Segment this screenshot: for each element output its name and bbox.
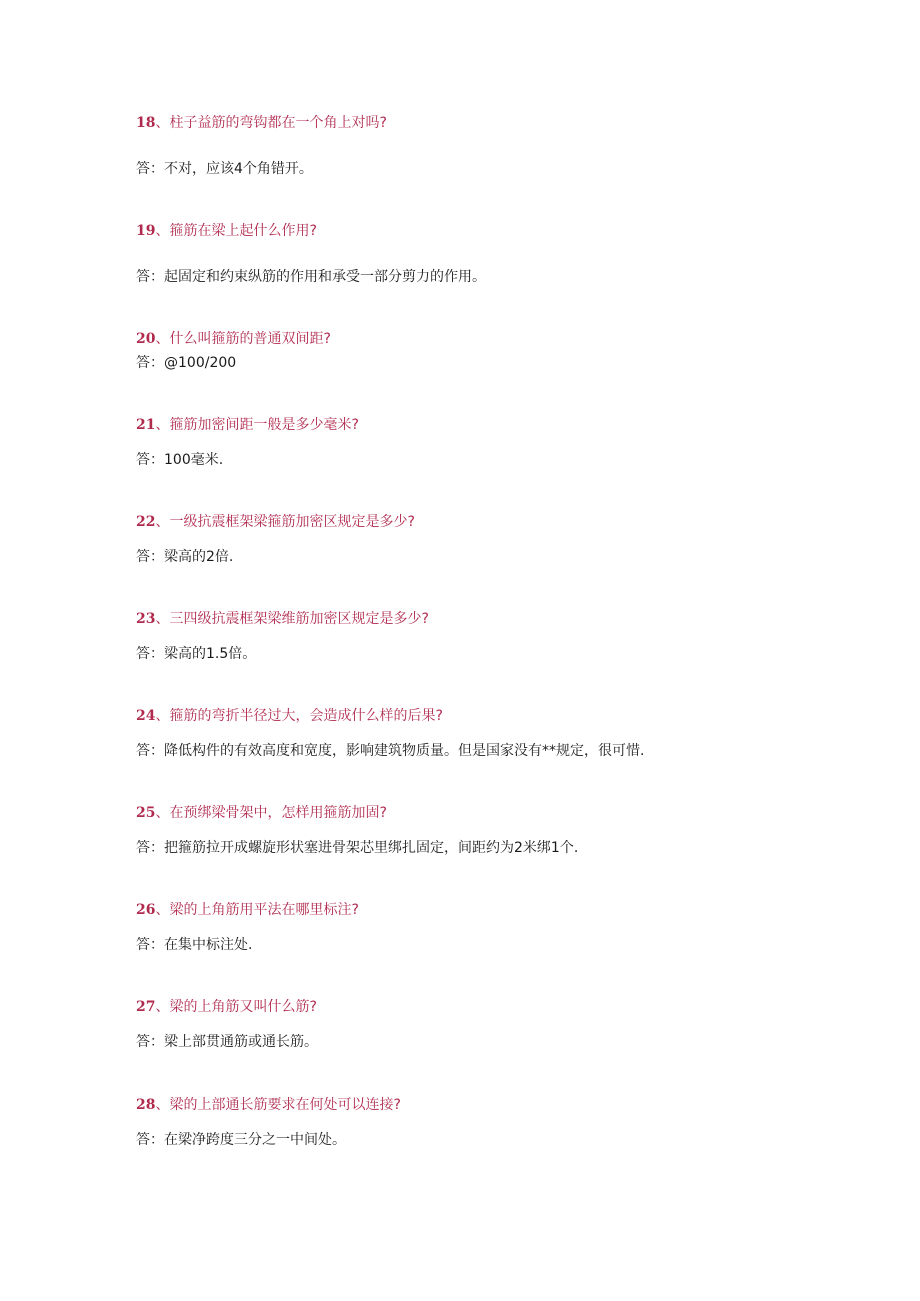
answer-23: 答：梁高的1.5倍。 [136,646,257,662]
answer-24: 答：降低构件的有效高度和宽度，影响建筑物质量。但是国家没有**规定，很可惜. [136,743,645,759]
question-number: 27 [136,999,156,1015]
question-text: 、三四级抗震框架梁维筋加密区规定是多少? [155,611,429,627]
question-text: 、柱子益筋的弯钩都在一个角上对吗? [155,115,387,131]
question-number: 20 [136,331,156,347]
answer-19: 答：起固定和约束纵筋的作用和承受一部分剪力的作用。 [136,269,486,285]
question-number: 22 [136,514,156,530]
question-text: 、在预绑梁骨架中，怎样用箍筋加固? [155,805,387,821]
question-number: 21 [136,417,156,433]
answer-20: 答：@100/200 [136,355,237,371]
question-text: 、梁的上角筋用平法在哪里标注? [155,902,359,918]
question-19 [136,222,317,240]
question-21 [136,416,359,434]
answer-27: 答：梁上部贯通筋或通长筋。 [136,1034,318,1050]
question-27 [136,998,317,1016]
question-number: 26 [136,902,156,918]
question-text: 、箍筋在梁上起什么作用? [155,223,317,239]
question-20 [136,330,331,348]
question-25 [136,804,387,822]
question-22 [136,513,415,531]
question-text: 、梁的上角筋又叫什么筋? [155,999,317,1015]
question-26 [136,901,359,919]
answer-21: 答：100毫米. [136,452,224,468]
question-text: 、什么叫箍筋的普通双间距? [155,331,331,347]
answer-22: 答：梁高的2倍. [136,549,234,565]
question-number: 23 [136,611,156,627]
question-text: 、梁的上部通长筋要求在何处可以连接? [155,1097,401,1113]
answer-18: 答：不对，应该4个角错开。 [136,161,313,177]
question-number: 18 [136,115,156,131]
question-number: 25 [136,805,156,821]
question-text: 、箍筋的弯折半径过大，会造成什么样的后果? [155,708,443,724]
question-text: 、一级抗震框架梁箍筋加密区规定是多少? [155,514,415,530]
question-number: 19 [136,223,156,239]
question-23 [136,610,429,628]
question-text: 、箍筋加密间距一般是多少毫米? [155,417,359,433]
question-number: 28 [136,1097,156,1113]
question-24 [136,707,443,725]
question-number: 24 [136,708,156,724]
answer-26: 答：在集中标注处. [136,937,253,953]
answer-25: 答：把箍筋拉开成螺旋形状塞进骨架芯里绑扎固定，间距约为2米绑1个. [136,840,579,856]
question-18 [136,114,387,132]
answer-28: 答：在梁净跨度三分之一中间处。 [136,1132,346,1148]
question-28 [136,1096,401,1114]
